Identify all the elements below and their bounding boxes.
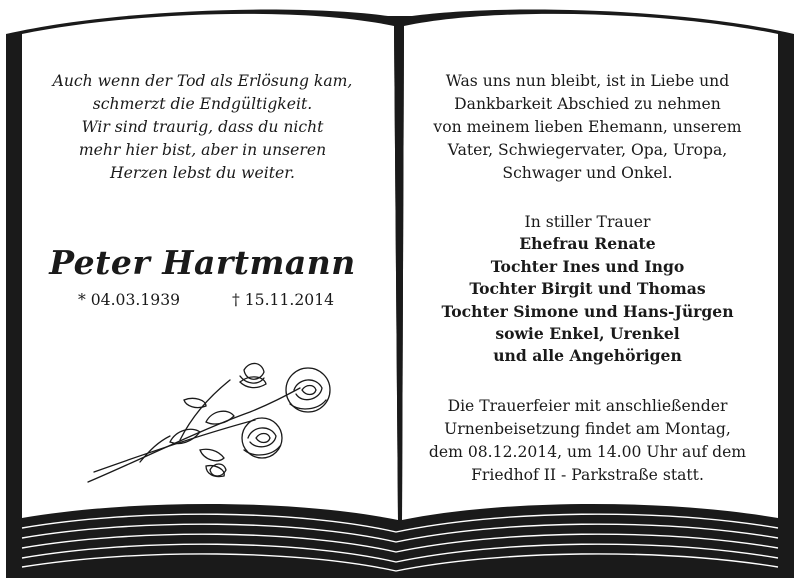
mourner-entry: sowie Enkel, Urenkel xyxy=(495,324,680,344)
farewell-text xyxy=(405,70,770,185)
mourner-entry: Tochter Birgit und Thomas xyxy=(469,279,706,299)
farewell-line: Was uns nun bleibt, ist in Liebe und xyxy=(445,72,730,90)
memorial-verse xyxy=(30,70,375,185)
verse-line: Wir sind traurig, dass du nicht xyxy=(81,118,324,136)
funeral-details xyxy=(405,395,770,487)
mourners-list xyxy=(405,211,770,368)
ceremony-line: Urnenbeisetzung findet am Montag, xyxy=(444,419,731,438)
ceremony-line: Die Trauerfeier mit anschließender xyxy=(447,396,728,415)
ceremony-line: Friedhof II - Parkstraße statt. xyxy=(471,465,704,484)
right-page xyxy=(405,70,770,487)
roses-icon xyxy=(80,360,340,490)
deceased-name: Peter Hartmann xyxy=(49,243,356,282)
verse-line: schmerzt die Endgültigkeit. xyxy=(92,95,313,113)
verse-line: Herzen lebst du weiter. xyxy=(110,164,295,182)
farewell-line: Schwager und Onkel. xyxy=(502,164,673,182)
mourner-entry: Ehefrau Renate xyxy=(519,234,656,254)
mourning-intro: In stiller Trauer xyxy=(524,213,651,231)
farewell-line: Vater, Schwiegervater, Opa, Uropa, xyxy=(447,141,728,159)
mourner-entry: und alle Angehörigen xyxy=(493,346,682,366)
mourner-entry: Tochter Simone und Hans-Jürgen xyxy=(441,301,734,321)
farewell-line: von meinem lieben Ehemann, unserem xyxy=(433,118,742,136)
ceremony-line: dem 08.12.2014, um 14.00 Uhr auf dem xyxy=(428,442,747,461)
life-dates xyxy=(30,291,375,313)
death-date: † 15.11.2014 xyxy=(232,291,335,309)
farewell-line: Dankbarkeit Abschied zu nehmen xyxy=(454,95,721,113)
verse-line: Auch wenn der Tod als Erlösung kam, xyxy=(52,72,353,90)
left-page xyxy=(30,70,375,313)
mourner-entry: Tochter Ines und Ingo xyxy=(490,256,685,276)
verse-line: mehr hier bist, aber in unseren xyxy=(78,141,327,159)
birth-date: * 04.03.1939 xyxy=(78,291,181,309)
